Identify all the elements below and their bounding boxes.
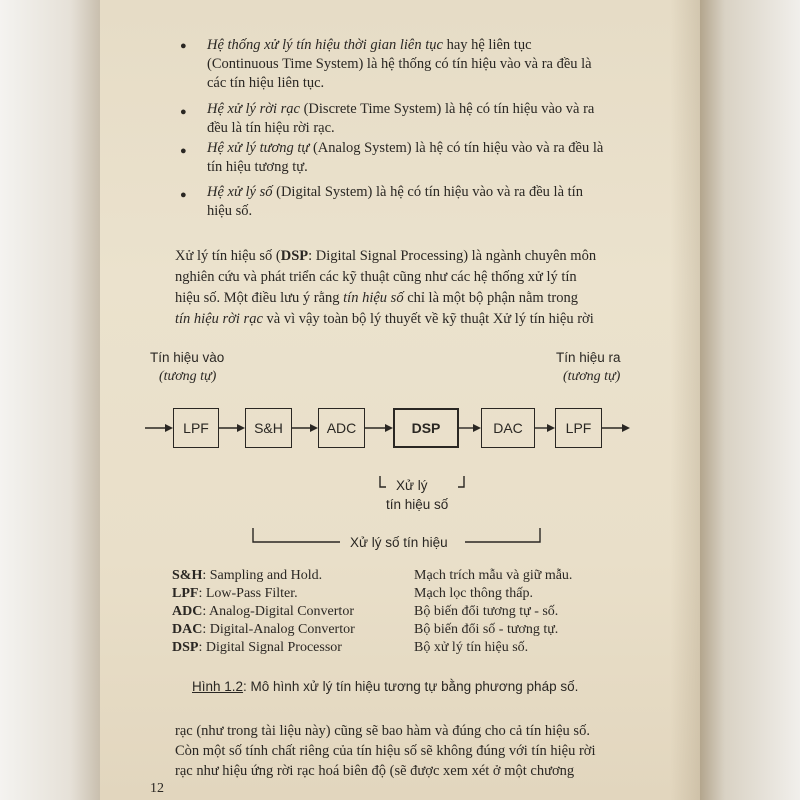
bullet-4-term: Hệ xử lý số <box>207 184 273 200</box>
input-label: Tín hiệu vào <box>150 350 225 365</box>
output-sublabel: (tương tự) <box>563 369 621 384</box>
input-sublabel: (tương tự) <box>159 369 217 384</box>
abbr-row-vi: Bộ xử lý tín hiệu số. <box>414 640 529 655</box>
paragraph-line-1: Xử lý tín hiệu số (DSP: Digital Signal Processing) là ngành chuyên môn <box>175 248 597 264</box>
block-sample-hold: S&H <box>245 408 292 448</box>
background-right <box>700 0 800 800</box>
block-adc: ADC <box>318 408 365 448</box>
bullet-dot: ● <box>180 40 187 52</box>
abbr-row-en: DAC: Digital-Analog Convertor <box>172 622 355 637</box>
abbr-row-vi: Bộ biến đổi tương tự - số. <box>414 604 559 619</box>
abbr-row-vi: Mạch lọc thông thấp. <box>414 586 533 601</box>
figure-reference: Hình 1.2 <box>192 679 244 694</box>
bullet-3-term: Hệ xử lý tương tự <box>207 140 310 156</box>
bullet-4-line-1: Hệ xử lý số (Digital System) là hệ có tín hiệu vào và ra đều là tín <box>207 184 583 200</box>
abbr-row-en: DSP: Digital Signal Processor <box>172 640 342 655</box>
bullet-4-line-2: hiệu số. <box>207 203 253 219</box>
closing-line-2: Còn một số tính chất riêng của tín hiệu số sẽ không đúng với tín hiệu rời <box>175 743 596 759</box>
bullet-2-line-2: đều là tín hiệu rời rạc. <box>207 120 335 136</box>
figure-caption: Hình 1.2: Mô hình xử lý tín hiệu tương tự bằng phương pháp số. <box>192 679 579 694</box>
block-lpf-output: LPF <box>555 408 602 448</box>
closing-line-1: rạc (như trong tài liệu này) cũng sẽ bao hàm và đúng cho cả tín hiệu số. <box>175 723 590 739</box>
bullet-3-line-1: Hệ xử lý tương tự (Analog System) là hệ có tín hiệu vào và ra đều là <box>207 140 604 156</box>
paragraph-line-4: tín hiệu rời rạc và vì vậy toàn bộ lý thuyết về kỹ thuật Xử lý tín hiệu rời <box>175 311 594 327</box>
bullet-dot: ● <box>180 106 187 118</box>
overall-processing-label: Xử lý số tín hiệu <box>350 535 448 550</box>
bullet-1-line-2: (Continuous Time System) là hệ thống có tín hiệu vào và ra đều là <box>207 56 592 72</box>
background-left <box>0 0 100 800</box>
paragraph-line-2: nghiên cứu và phát triển các kỹ thuật cũng như các hệ thống xử lý tín <box>175 269 577 285</box>
bullet-dot: ● <box>180 145 187 157</box>
block-dac: DAC <box>481 408 535 448</box>
abbr-row-vi: Mạch trích mẫu và giữ mẫu. <box>414 568 573 583</box>
bullet-1-line-3: các tín hiệu liên tục. <box>207 75 325 91</box>
block-lpf-input: LPF <box>173 408 219 448</box>
paragraph-line-3: hiệu số. Một điều lưu ý rằng tín hiệu số chỉ là một bộ phận nằm trong <box>175 290 578 306</box>
abbr-row-en: S&H: Sampling and Hold. <box>172 568 323 583</box>
abbr-row-en: LPF: Low-Pass Filter. <box>172 586 298 601</box>
bullet-3-line-2: tín hiệu tương tự. <box>207 159 308 175</box>
page-number: 12 <box>150 781 164 796</box>
bullet-2-term: Hệ xử lý rời rạc <box>207 101 300 117</box>
block-dsp: DSP <box>393 408 459 448</box>
bullet-1-line-1: Hệ thống xử lý tín hiệu thời gian liên tục hay hệ liên tục <box>207 37 532 53</box>
bullet-2-line-1: Hệ xử lý rời rạc (Discrete Time System) là hệ có tín hiệu vào và ra <box>207 101 595 117</box>
bullet-dot: ● <box>180 189 187 201</box>
abbr-row-en: ADC: Analog-Digital Convertor <box>172 604 354 619</box>
closing-line-3: rạc như hiệu ứng rời rạc hoá biên độ (sẽ được xem xét ở một chương <box>175 763 575 779</box>
bullet-1-term: Hệ thống xử lý tín hiệu thời gian liên tục <box>207 37 443 53</box>
abbr-row-vi: Bộ biến đổi số - tương tự. <box>414 622 559 637</box>
digital-processing-label-1: Xử lý <box>396 478 428 493</box>
digital-processing-label-2: tín hiệu số <box>386 497 449 512</box>
output-label: Tín hiệu ra <box>556 350 621 365</box>
